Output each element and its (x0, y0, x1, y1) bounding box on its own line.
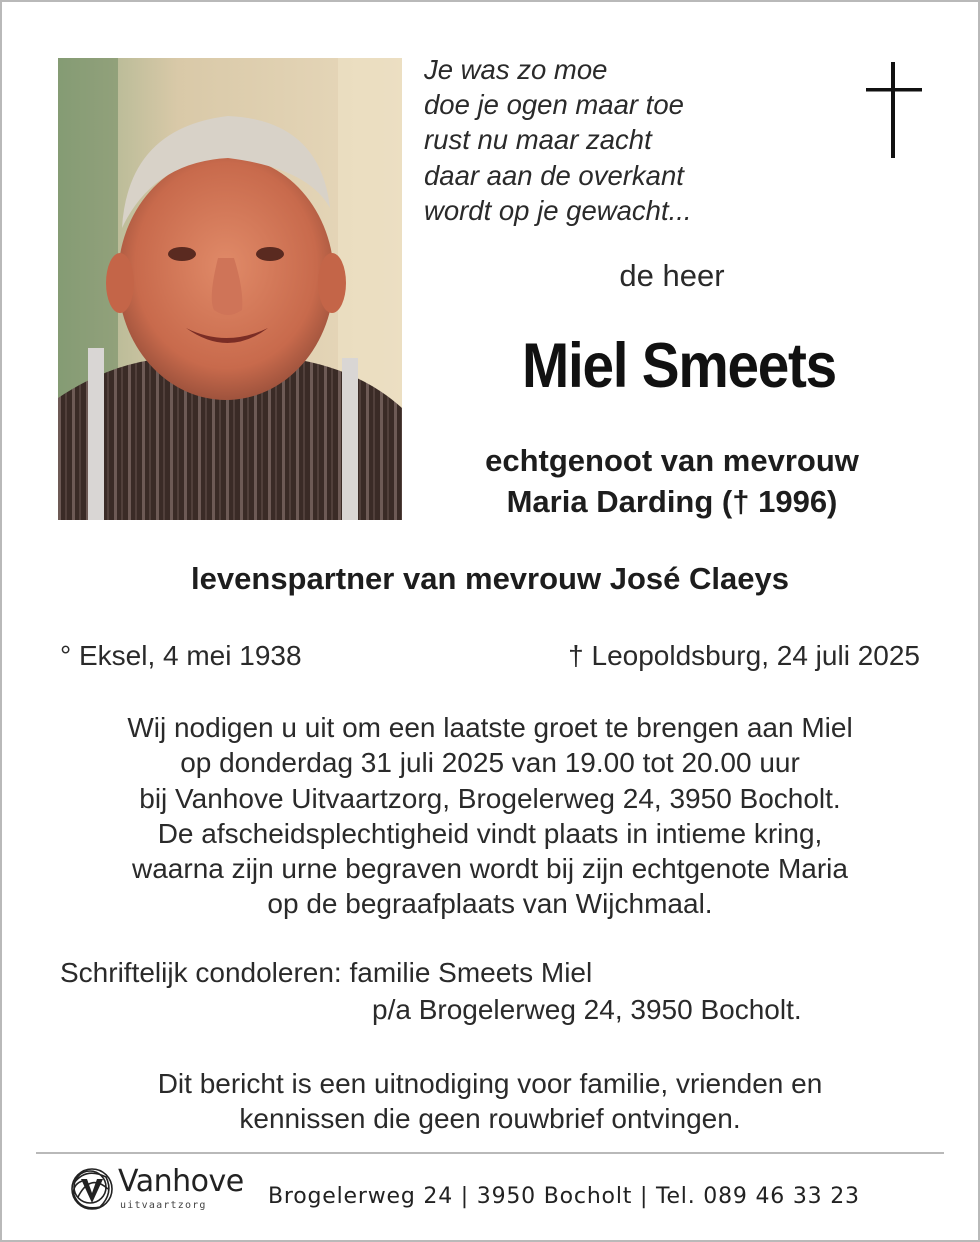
poem-line: daar aan de overkant (424, 159, 684, 191)
funeral-home-subtitle: uitvaartzorg (120, 1200, 207, 1211)
poem-line: doe je ogen maar toe (424, 89, 684, 121)
condolence-address: p/a Brogelerweg 24, 3950 Bocholt. (372, 994, 802, 1025)
closing-line: kennissen die geen rouwbrief ontvingen. (239, 1103, 741, 1135)
condolence-line: Schriftelijk condoleren: familie Smeets Miel (60, 957, 593, 988)
honorific: de heer (619, 258, 725, 293)
spouse-info (404, 440, 940, 522)
invitation-line: op donderdag 31 juli 2025 van 19.00 tot 20.00 uur (180, 747, 800, 779)
poem-line: Je was zo moe (424, 54, 608, 85)
cross-icon (866, 62, 922, 158)
poem-line: rust nu maar zacht (424, 124, 652, 156)
funeral-home-name: Vanhove (118, 1164, 244, 1199)
spouse-line: Maria Darding († 1996) (506, 484, 838, 519)
poem (424, 52, 692, 228)
spouse-line: echtgenoot van mevrouw (485, 443, 859, 478)
portrait-photo (58, 58, 402, 520)
invitation-text (0, 710, 980, 922)
invitation-line: De afscheidsplechtigheid vindt plaats in intieme kring, (157, 817, 823, 849)
deceased-name: Miel Smeets (522, 331, 836, 401)
partner-info: levenspartner van mevrouw José Claeys (191, 561, 789, 596)
invitation-line: bij Vanhove Uitvaartzorg, Brogelerweg 24, 3950 Bocholt. (139, 782, 841, 814)
closing-text (0, 1066, 980, 1137)
funeral-home-contact: Brogelerweg 24 | 3950 Bocholt | Tel. 089 46 33 23 (268, 1184, 860, 1209)
invitation-line: waarna zijn urne begraven wordt bij zijn echtgenote Maria (132, 853, 848, 885)
footer-divider (36, 1152, 944, 1154)
poem-line: wordt op je gewacht... (424, 194, 692, 226)
death-info: † Leopoldsburg, 24 juli 2025 (568, 640, 920, 671)
closing-line: Dit bericht is een uitnodiging voor familie, vrienden en (157, 1068, 823, 1099)
invitation-line: Wij nodigen u uit om een laatste groet te brengen aan Miel (127, 712, 853, 743)
birth-info: ° Eksel, 4 mei 1938 (60, 640, 302, 671)
invitation-line: op de begraafplaats van Wijchmaal. (267, 888, 713, 920)
